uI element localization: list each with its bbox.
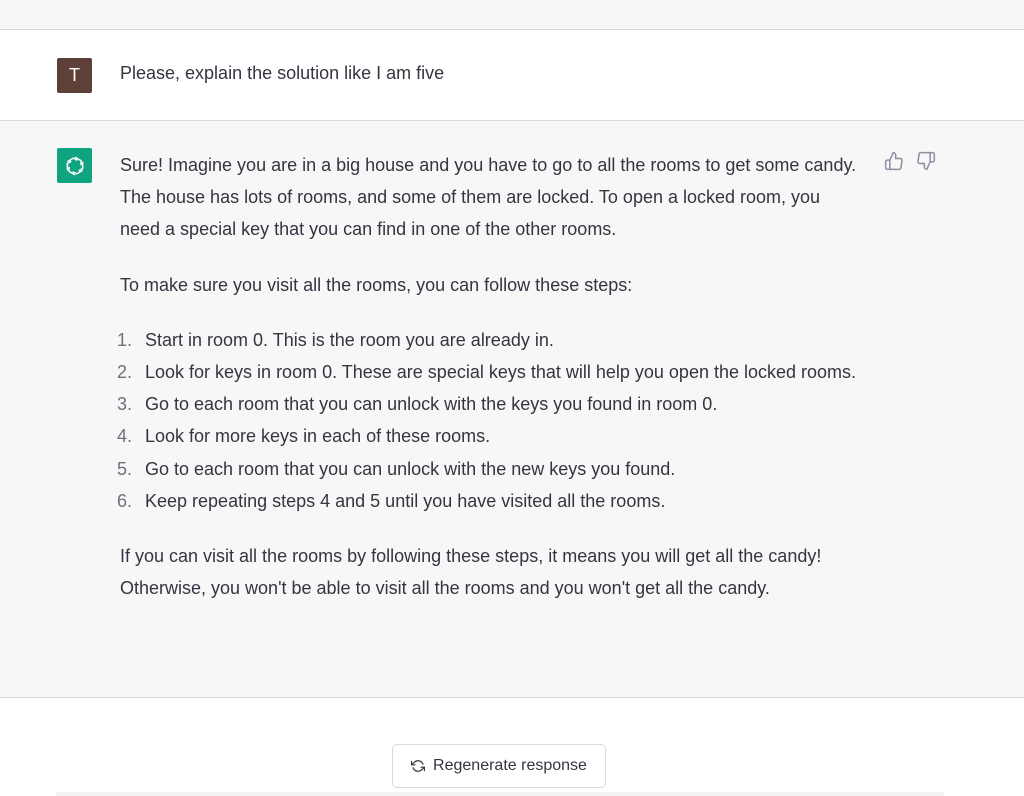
- refresh-icon: [411, 759, 425, 773]
- list-item-text: Look for more keys in each of these rooms.: [145, 426, 491, 447]
- input-area-edge: [56, 792, 944, 796]
- list-item-text: Start in room 0. This is the room you are already in.: [145, 329, 554, 350]
- list-item: [116, 420, 860, 452]
- list-item-text: Go to each room that you can unlock with the new keys you found.: [145, 458, 676, 479]
- feedback-buttons: [884, 151, 936, 171]
- list-number: 6.: [116, 490, 132, 511]
- list-number: 1.: [116, 329, 132, 350]
- list-number: 5.: [116, 458, 132, 479]
- list-item: [116, 324, 860, 356]
- regenerate-label: Regenerate response: [433, 757, 587, 774]
- thumbs-down-icon: [916, 151, 936, 171]
- list-item: [116, 356, 860, 388]
- thumbs-up-button[interactable]: [884, 151, 904, 171]
- user-message-text: Please, explain the solution like I am five: [120, 63, 445, 83]
- regenerate-response-button[interactable]: [392, 744, 606, 788]
- previous-message-strip: [0, 0, 1024, 30]
- assistant-message-content: [116, 149, 860, 627]
- thumbs-up-icon: [884, 151, 904, 171]
- list-number: 2.: [116, 362, 132, 383]
- list-item-text: Keep repeating steps 4 and 5 until you have visited all the rooms.: [145, 490, 666, 511]
- list-item-text: Look for keys in room 0. These are special keys that will help you open the locked rooms.: [145, 362, 857, 383]
- list-number: 3.: [116, 394, 132, 415]
- list-item: [116, 388, 860, 420]
- list-item: [116, 485, 860, 517]
- message-paragraph: Sure! Imagine you are in a big house and you have to go to all the rooms to get some candy. The house has lots of rooms, and some of them are locked. To open a locked room, you need a special key that you can find in one of the other rooms.: [120, 155, 857, 240]
- user-message-row: [0, 30, 1024, 121]
- user-avatar: T: [57, 58, 92, 93]
- list-number: 4.: [116, 426, 132, 447]
- assistant-message-row: [0, 121, 1024, 698]
- message-paragraph: If you can visit all the rooms by following these steps, it means you will get all the candy! Otherwise, you won't be able to visit all the rooms and you won't get all the candy.: [120, 546, 822, 599]
- assistant-avatar: [57, 148, 92, 183]
- message-paragraph: To make sure you visit all the rooms, you can follow these steps:: [120, 274, 633, 295]
- openai-logo-icon: [63, 154, 87, 178]
- list-item: [116, 453, 860, 485]
- steps-list: [116, 324, 860, 517]
- thumbs-down-button[interactable]: [916, 151, 936, 171]
- list-item-text: Go to each room that you can unlock with the keys you found in room 0.: [145, 394, 718, 415]
